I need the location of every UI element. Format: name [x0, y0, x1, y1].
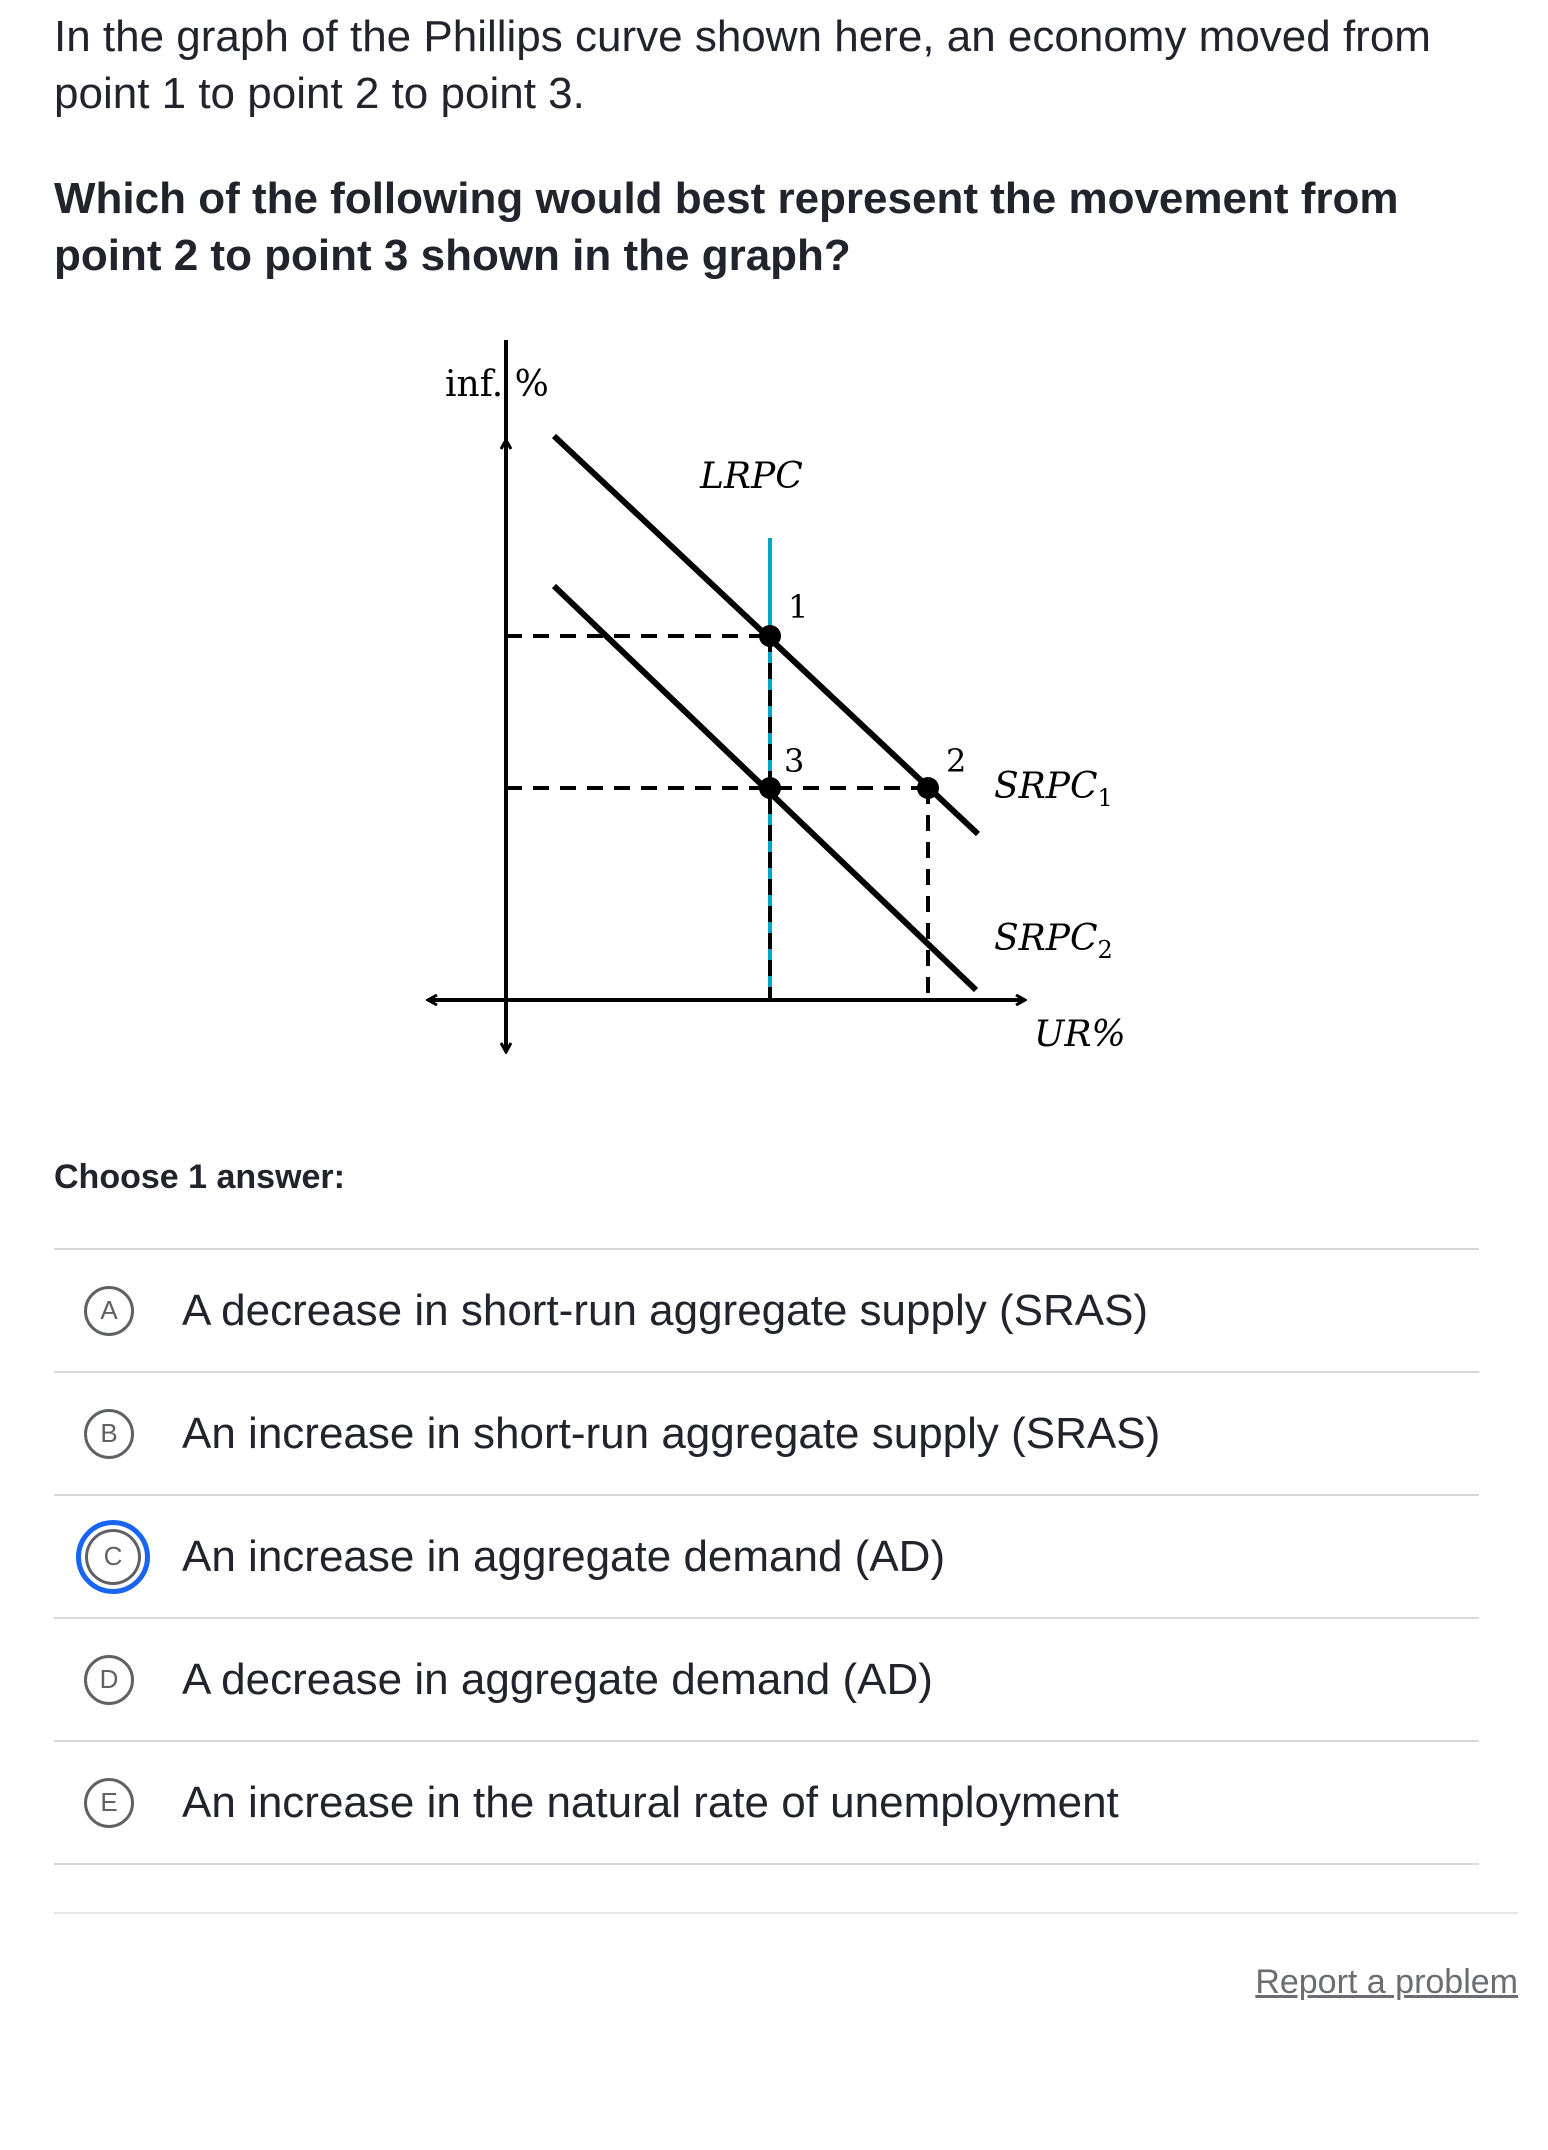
choice-c[interactable]: [54, 1494, 1479, 1617]
choice-d-text: A decrease in aggregate demand (AD): [182, 1654, 933, 1704]
question-prompt: Which of the following would best represent the movement from point 2 to point 3 shown in the graph?: [54, 174, 1399, 280]
choice-e-text: An increase in the natural rate of unemployment: [182, 1777, 1119, 1827]
choice-b[interactable]: [54, 1371, 1479, 1494]
choice-d-letter-icon: D: [84, 1655, 134, 1705]
report-problem-link[interactable]: Report a problem: [1255, 1963, 1518, 2001]
point-1-label: 1: [788, 588, 809, 626]
srpc2-label-sub: 2: [1097, 936, 1113, 964]
choice-a[interactable]: [54, 1248, 1479, 1371]
point-3: [759, 777, 781, 799]
choice-e-letter-icon: E: [84, 1778, 134, 1828]
choice-a-text: A decrease in short-run aggregate supply (SRAS): [182, 1285, 1149, 1335]
point-2-label: 2: [946, 742, 967, 780]
point-1: [759, 625, 781, 647]
point-2: [917, 777, 939, 799]
srpc1-label-sub: 1: [1097, 784, 1113, 812]
question-intro: In the graph of the Phillips curve shown here, an economy moved from point 1 to point 2 to point 3.: [54, 12, 1431, 118]
x-axis-label: UR%: [1034, 1014, 1126, 1055]
choice-e[interactable]: [54, 1740, 1479, 1865]
lrpc-label: LRPC: [700, 456, 803, 497]
choice-c-text: An increase in aggregate demand (AD): [182, 1531, 946, 1581]
choice-a-letter-icon: A: [84, 1286, 134, 1336]
srpc2-label-main: SRPC: [994, 918, 1098, 959]
answer-choices: [54, 1248, 1479, 1865]
y-axis-label: inf. %: [445, 364, 549, 405]
point-3-label: 3: [784, 742, 805, 780]
choice-d[interactable]: [54, 1617, 1479, 1740]
srpc1-label: [994, 766, 1113, 812]
srpc2-label: [994, 918, 1113, 964]
phillips-curve-graph: [400, 340, 1200, 1100]
choose-label: Choose 1 answer:: [54, 1158, 345, 1196]
footer-divider: [54, 1912, 1518, 1914]
choice-b-letter-icon: B: [84, 1409, 134, 1459]
srpc1-label-main: SRPC: [994, 766, 1098, 807]
choice-b-text: An increase in short-run aggregate supply (SRAS): [182, 1408, 1161, 1458]
choice-c-letter-icon: C: [76, 1520, 150, 1594]
